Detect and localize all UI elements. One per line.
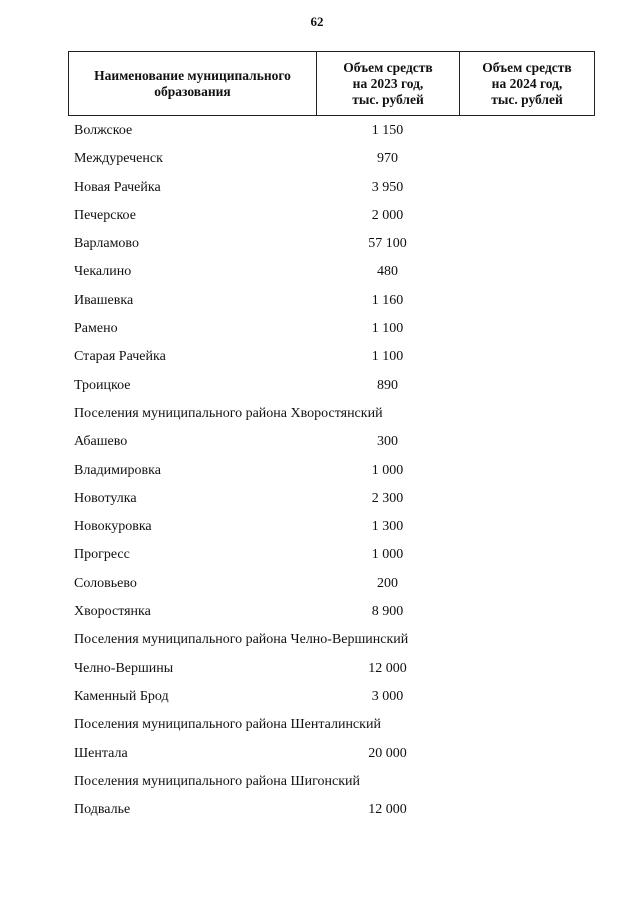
group-heading-row <box>72 770 595 798</box>
table-row <box>72 487 595 515</box>
table-row <box>72 204 595 232</box>
municipality-name: Абашево <box>74 434 128 450</box>
group-heading-row <box>72 713 595 741</box>
amount-2023: 2 000 <box>371 207 404 223</box>
amount-2023: 480 <box>377 264 398 280</box>
table-row <box>72 798 595 826</box>
municipality-name: Соловьево <box>74 575 137 591</box>
amount-2023: 1 100 <box>371 349 404 365</box>
group-heading-row <box>72 628 595 656</box>
group-heading: Поселения муниципального района Шенталинский <box>74 717 381 733</box>
amount-2023: 20 000 <box>368 745 407 761</box>
municipality-name: Чекалино <box>74 264 132 280</box>
table-row <box>72 657 595 685</box>
table-row <box>72 176 595 204</box>
municipality-name: Старая Рачейка <box>74 349 166 365</box>
municipality-name: Новая Рачейка <box>74 179 161 195</box>
amount-2023: 2 300 <box>371 490 404 506</box>
group-heading: Поселения муниципального района Шигонский <box>74 773 361 789</box>
table-row <box>72 600 595 628</box>
amount-2023: 8 900 <box>371 604 404 620</box>
municipality-name: Печерское <box>74 207 136 223</box>
page-number: 62 <box>310 14 324 29</box>
municipality-name: Волжское <box>74 123 133 138</box>
header-municipality-name: Наименование муниципального образования <box>69 52 317 115</box>
amount-2023: 1 000 <box>371 462 404 478</box>
municipality-name: Новокуровка <box>74 519 152 535</box>
amount-2023: 12 000 <box>368 802 407 818</box>
table-body <box>72 119 595 826</box>
amount-2023: 300 <box>377 434 398 450</box>
amount-2023: 970 <box>377 151 398 167</box>
amount-2023: 1 000 <box>371 547 404 563</box>
table-row <box>72 345 595 373</box>
municipality-name: Рамено <box>74 321 118 337</box>
amount-2023: 3 000 <box>371 688 404 704</box>
municipality-name: Челно-Вершины <box>74 660 174 676</box>
municipality-name: Прогресс <box>74 547 130 563</box>
municipality-name: Шентала <box>74 745 128 761</box>
municipality-name: Владимировка <box>74 462 161 478</box>
table-row <box>72 515 595 543</box>
municipality-name: Новотулка <box>74 490 137 506</box>
table-row <box>72 147 595 175</box>
municipality-name: Подвалье <box>74 802 131 818</box>
header-amount-2023: Объем средств на 2023 год, тыс. рублей <box>317 52 460 115</box>
table-row <box>72 232 595 260</box>
header-amount-2024: Объем средств на 2024 год, тыс. рублей <box>482 59 572 107</box>
municipality-name: Варламово <box>74 236 139 252</box>
municipality-name: Ивашевка <box>74 292 134 308</box>
amount-2023: 1 300 <box>371 519 404 535</box>
amount-2023: 1 150 <box>371 123 404 138</box>
group-heading: Поселения муниципального района Хворостянский <box>74 405 383 421</box>
group-heading: Поселения муниципального района Челно-Вершинский <box>74 632 409 648</box>
municipality-name: Хворостянка <box>74 604 151 620</box>
amount-2023: 3 950 <box>371 179 404 195</box>
amount-2023: 12 000 <box>368 660 407 676</box>
amount-2023: 890 <box>377 377 398 393</box>
group-heading-row <box>72 402 595 430</box>
amount-2023: 1 160 <box>371 292 404 308</box>
table-row <box>72 685 595 713</box>
amount-2023: 1 100 <box>371 321 404 337</box>
municipality-name: Троицкое <box>74 377 131 393</box>
table-row <box>72 459 595 487</box>
amount-2023: 200 <box>377 575 398 591</box>
table-row <box>72 289 595 317</box>
table-row <box>72 374 595 402</box>
table-row <box>72 260 595 288</box>
municipality-name: Каменный Брод <box>74 688 169 704</box>
table-row <box>72 430 595 458</box>
table-row <box>72 543 595 571</box>
table-header <box>68 51 595 116</box>
municipality-name: Междуреченск <box>74 151 163 167</box>
table-row <box>72 317 595 345</box>
table-row <box>72 572 595 600</box>
table-row <box>72 742 595 770</box>
amount-2023: 57 100 <box>368 236 407 252</box>
table-row <box>72 119 595 147</box>
